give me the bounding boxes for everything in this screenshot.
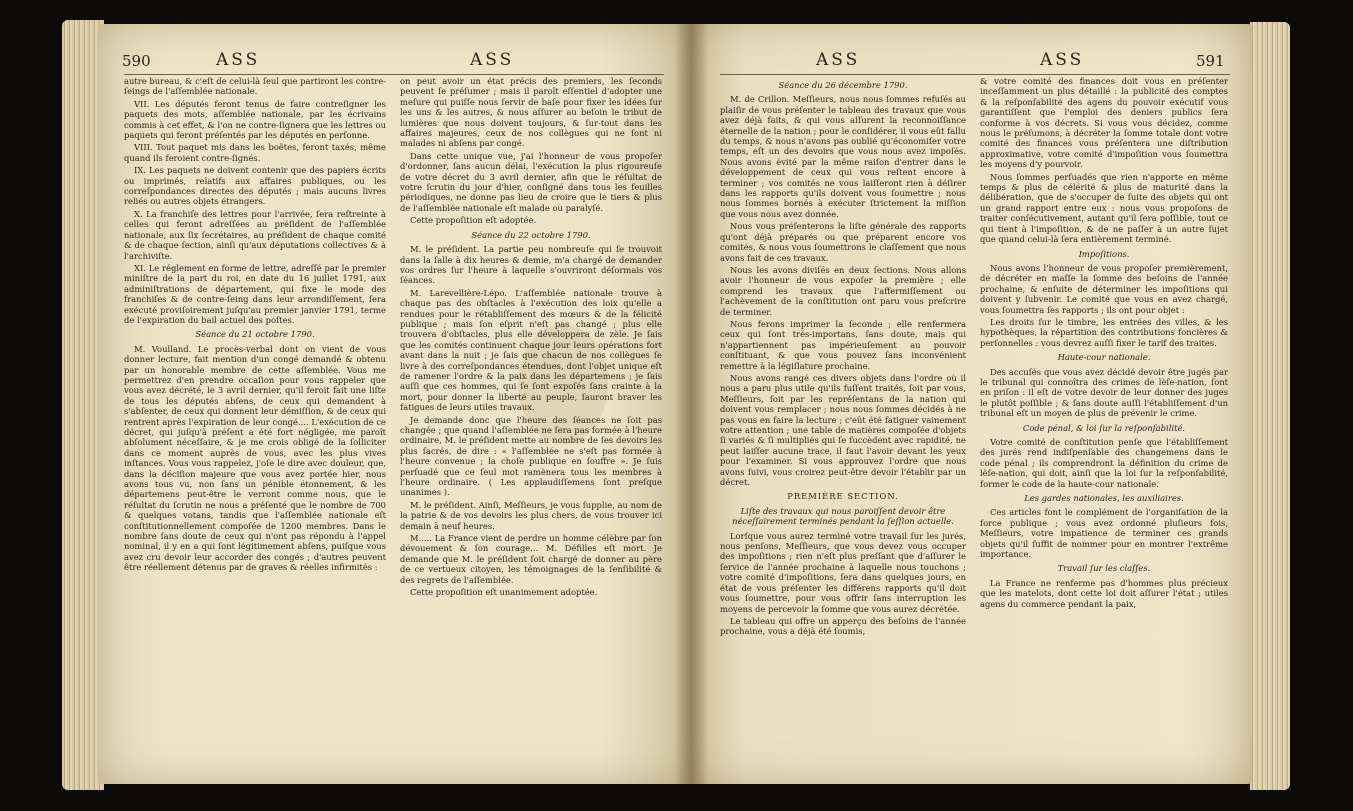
paragraph: M. de Crillon. Meſſieurs, nous nous ſommes refuſés au plaiſir de vous préſenter le tableau des travaux que vous avez déjà faits, & qui vous aſſurent la reconnoiſſance éternelle de la nation ; pour le conſidérer, il vous eût fallu du temps, & nous n'avons pas oublié qu'économiſer votre temps, eſt un des devoirs que vous nous avez impoſés. Nous avons évité par la même raiſon d'entrer dans le développement de ceux qui vous reſtent encore à terminer ; vos comités ne vous laiſſeront rien à déſirer dans les rapports qu'ils doivent vous ſoumettre ; nous nous ſommes bornés à exécuter ſtrictement la miſſion que vous nous avez donnée. [720,94,966,219]
italic-subheading: Haute-cour nationale. [1057,352,1151,363]
paragraph: Nous vous préſenterons la liſte générale des rapports qu'ont déjà préparés ou que préparent encore vos comités, & nous vous ſoumettrons le claſſement que nous avons fait de ces travaux. [720,221,966,263]
left-head-word-1: ASS [216,50,261,70]
right-running-head [690,50,1252,74]
paragraph: Votre comité de conſtitution penſe que l'établiſſement des jurés rend indiſpenſable des changemens dans le code pénal ; ils comprendront la définition du crime de lèſe-nation, qui doit, ainſi que la loi ſur la reſponſabilité, former le code de la haute-cour nationale. [980,437,1228,489]
paragraph: VII. Les députés feront tenus de faire contreſigner les paquets des mots, aſſemblée nationale, par les écrivains commis à cet effet, & l'on ne contre-ſignera que les lettres ou paquets qui feront préſentés par les députés en perſonne. [124,98,386,141]
paragraph: Le tableau qui offre un apperçu des beſoins de l'année prochaine, vous a déjà été ſoumis, [720,615,966,637]
paragraph: Dans cette unique vue, j'ai l'honneur de vous propoſer d'ordonner, ſans aucun délai, l'exécution la plus rigoureuſe de votre décret du 3 avril dernier, afin que le réſultat de votre ſcrutin du jour d'hier, conſigné dans tous les feuilles périodiques, ne donne pas lieu de croire que le tiers & plus de l'aſſemblée nationale eſt malade ou paralyſé. [400,150,662,213]
paragraph: IX. Les paquets ne doivent contenir que des papiers écrits ou imprimés, relatifs aux affaires publiques, ou les correſpondances directes des députés ; mais aucuns livres reliés ou autres objets étrangers. [124,165,386,207]
section-heading: PREMIÈRE SECTION. [787,491,899,502]
paragraph: Nous les avons diviſés en deux ſections. Nous allons avoir l'honneur de vous expoſer la première ; elle comprend les travaux que l'affermiſſement ou l'achèvement de la conſtitution ont paru vous preſcrire de terminer. [720,264,966,317]
paragraph: Ces articles font le complément de l'organiſation de la force publique ; vous avez ordonné pluſieurs fois, Meſſieurs, votre impatience de terminer ces grands objets qu'il ſuffit de nommer pour en montrer l'extrême importance. [980,507,1228,560]
paragraph: Cette propoſition eſt unanimement adoptée. [410,587,598,598]
paragraph: VIII. Tout paquet mis dans les boëtes, feront taxés, même quand ils feroient contre-ſignés. [124,142,386,163]
italic-subheading: Travail ſur les claſſes. [1057,563,1151,574]
right-head-word-1: ASS [816,50,861,70]
paragraph: Nous ſommes perſuadés que rien n'apporte en même temps & plus de célérité & plus de maturité dans la délibération, que de s'occuper de ſuite des objets qui ont un grand rapport entre eux : nous vous propoſons de traiter conſécutivement, autant qu'il ſera poſſible, tout ce qui tient à l'impoſition, & de ne paſſer à un autre ſujet que quand celui-là ſera entièrement terminé. [980,171,1228,245]
paragraph: Nous avons l'honneur de vous propoſer premièrement, de décréter en maſſe la ſomme des beſoins de l'année prochaine, & enſuite de déterminer les impoſitions qui doivent y ſubvenir. Le comité que vous en avez chargé, vous ſoumettra ſes rapports ; ils ont pour objet : [980,262,1228,315]
italic-subheading: Les gardes nationales, les auxiliaires. [1024,493,1184,504]
paragraph: Je demande donc que l'heure des ſéances ne ſoit pas changée ; que quand l'aſſemblée ne ſera pas formée à l'heure ordinaire, M. le préſident mette au nombre de ſes devoirs les plus ſacrés, de dire : « l'aſſemblée ne s'eſt pas formée à l'heure convenue ; la choſe publique en ſouffre ». Je ſuis perſuadé que ce ſeul mot ramènera tous les membres à l'heure ordinaire. ( Les applaudiſſemens ſont preſque unanimes ). [400,414,662,498]
paragraph: & votre comité des finances doit vous en préſenter inceſſamment un plus détaillé : la publicité des comptes & la reſponſabilité des agens du pouvoir exécutif vous garantiſſent que l'emploi des deniers publics ſera conforme à vos décrets. Si vous vous décidez, comme nous le préſumons, à décréter la ſomme totale dont votre comité des finances vous préſentera une diſtribution approximative, votre comité d'impoſition vous ſoumettra les moyens d'y pourvoir. [980,76,1228,170]
left-head-rule [124,74,664,75]
left-head-word-2: ASS [470,50,515,70]
paragraph: Lorſque vous aurez terminé votre travail ſur les jurés, nous penſons, Meſſieurs, que vous devez vous occuper des impoſitions ; rien n'eſt plus preſſant que d'aſſurer le ſervice de l'année prochaine à laquelle nous touchons ; votre comité d'impoſitions, ſera dans quelques jours, en état de vous préſenter les différens rapports qu'il doit vous ſoumettre, pour vous offrir ſans interruption les moyens de percevoir la ſomme que vous aurez décrétée. [720,530,966,614]
right-head-rule [720,74,1230,75]
left-page [98,24,690,784]
paragraph: Nous avons rangé ces divers objets dans l'ordre où il nous a paru plus utile qu'ils fuſſent traités, ſoit par vous, Meſſieurs, ſoit par les repréſentans de la nation qui doivent vous remplacer ; nous nous ſommes décidés à ne pas vous en faire la lecture ; c'eût été fatiguer vainement votre attention ; une table de matières compoſée d'objets ſi variés & ſi multipliés qui ſe ſuccèdent avec rapidité, ne peut laiſſer aucune trace, il faut l'avoir devant les yeux pour l'examiner. Si vous approuvez l'ordre que nous avons ſuivi, vous croirez peut-être devoir l'établir par un décret. [720,372,966,488]
paragraph: Des accuſés que vous avez décidé devoir être jugés par le tribunal qui connoîtra des crimes de lèſe-nation, ſont en priſon : il eſt de votre devoir de leur donner des juges le plutôt poſſible ; & ſans doute auſſi l'établiſſement d'un tribunal eſt un moyen de plus de prévenir le crime. [980,366,1228,419]
right-page-number: 591 [1196,52,1225,70]
right-head-word-2: ASS [1040,50,1085,70]
italic-subheading: Impoſitions. [1078,248,1130,259]
left-running-head [98,50,690,74]
paragraph: X. La franchiſe des lettres pour l'arrivée, ſera reſtreinte à celles qui feront adreſſées au préſident de l'aſſemblée nationale, aux ſix ſecrétaires, au préſident de chaque comité & de chaque ſection, ainſi qu'aux députations collectives & à l'archiviſte. [124,208,386,261]
paragraph: autre bureau, & c'eſt de celui-là ſeul que partiront les contre-ſeings de l'aſſemblée nationale. [124,76,386,97]
right-column-2 [980,76,1228,776]
paragraph: XI. Le réglement en forme de lettre, adreſſé par le premier miniſtre de la part du roi, en date du 16 juillet 1791, aux adminiſtrations de département, qui fixe le mode des franchiſes & de contre-ſeing dans leur arrondiſſement, ſera exécuté proviſoirement juſqu'au premier janvier 1791, terme de l'expiration du bail actuel des poſtes. [124,262,386,325]
italic-subheading: Code pénal, & loi ſur la reſponſabilité. [1022,422,1186,433]
italic-subheading: Séance du 26 décembre 1790. [778,80,908,90]
paragraph: Les droits ſur le timbre, les entrées des villes, & les hypothèques, la répartition des contributions foncières & perſonnelles : vous devrez auſſi fixer le tarif des traites. [980,316,1228,348]
paragraph: M. Voulland. Le procès-verbal dont on vient de vous donner lecture, fait mention d'un congé demandé & obtenu par un honorable membre de cette aſſemblée. Vous me permettrez d'en prendre occaſion pour vous rappeler que vous avez décrété, le 3 avril dernier, qu'il feroit fait une liſte de tous les députés abſens, de ceux qui demandent à s'abſenter, de ceux qui donnent leur démiſſion, & de ceux qui rentrent après l'expiration de leur congé.... L'exécution de ce décret, qui juſqu'à préſent a été fort négligée, me paroît abſolument néceſſaire, & je me crois obligé de la ſolliciter dans ce moment auprès de vous, avec les plus vives inſtances. Vous vous rappelez, j'oſe le dire avec douleur, que, dans la déciſion majeure que vous avez portée hier, nous avons tous vu, non ſans un pénible étonnement, & les départemens peut-être le verront comme nous, que le réſultat du ſcrutin ne nous a préſenté que le nombre de 700 & quelques votans, tandis que l'aſſemblée nationale eſt conſtitutionnellement compoſée de 1200 membres. Dans le nombre ſans doute de ceux qui n'ont pas répondu à l'appel nominal, il y en a qui ſont légitimement abſens, puiſque vous avez cru devoir leur accorder des congés ; d'autres peuvent être réellement détenus par de graves & réelles infirmités : [124,343,386,573]
left-column-1 [124,76,386,776]
italic-subheading: Liſte des travaux qui nous paroiſſent devoir être néceſſairement terminés pendant la ſeſſion actuelle. [732,505,954,527]
italic-subheading: Séance du 21 octobre 1790. [195,329,315,340]
paragraph: M. le préſident. La partie peu nombreuſe qui ſe trouvoit dans la ſalle à dix heures & demie, m'a chargé de demander vos ordres ſur l'heure à laquelle s'ouvriront déſormais vos ſéances. [400,244,662,286]
paragraph: M..... La France vient de perdre un homme célèbre par ſon dévouement & ſon courage... M. Défilles eſt mort. Je demande que M. le préſident ſoit chargé de donner au père de ce vertueux citoyen, les témoignages de la ſenſibilité & des regrets de l'aſſemblée. [400,533,662,585]
paragraph: La France ne renferme pas d'hommes plus précieux que les matelots, dont cette loi doit aſſurer l'état ; utiles agens du commerce pendant la paix, [980,577,1228,609]
right-page-edges [1250,22,1290,790]
left-page-number: 590 [122,52,151,70]
italic-subheading: Séance du 22 octobre 1790. [471,229,591,240]
open-book [10,0,1343,811]
left-column-2 [400,76,662,776]
paragraph: Cette propoſition eſt adoptée. [410,215,537,226]
paragraph: M. Larevellière-Lépo. L'aſſemblée nationale trouve à chaque pas des obſtacles à l'exécution des loix qu'elle a rendues pour le rétabliſſement des mœurs & de la félicité publique ; mais ſon eſprit n'eſt pas changé ; plus elle trouvera d'obſtacles, plus elle développera de zèle. Je ſais que les comités continuent chaque jour leurs opérations fort avant dans la nuit ; je ſais que chacun de nos collègues ſe livre à des correſpondances étendues, dont l'objet unique eſt de ramener l'ordre & la paix dans les départemens ; je ſais auſſi que ces hommes, qui ſe ſont expoſés ſans crainte à la mort, pour donner la liberté au peuple, ſauront braver les fatigues de leurs utiles travaux. [400,287,662,413]
paragraph: Nous ferons imprimer la ſeconde ; elle renfermera ceux qui ſont très-importans, ſans doute, mais qui n'appartiennent pas impérieuſement au pouvoir conſtituant, & que vous pouvez ſans inconvénient remettre à la légiſlature prochaine. [720,318,966,371]
paragraph: on peut avoir un état précis des premiers, les ſeconds peuvent ſe préſumer ; mais il paroît eſſentiel d'adopter une meſure qui puiſſe nous ſervir de baſe pour fixer les idées ſur les uns & les autres, & nous aſſurer au beſoin le tribut de lumières que nous doivent toujours, & ſur-tout dans les affaires majeures, ceux de nos collègues qui ne ſont ni malades ni abſens par congé. [400,76,662,149]
paragraph: M. le préſident. Ainſi, Meſſieurs, je vous ſupplie, au nom de la patrie & de vos devoirs les plus chers, de vous trouver ici demain à neuf heures. [400,499,662,531]
right-column-1 [720,76,966,776]
right-page [690,24,1252,784]
